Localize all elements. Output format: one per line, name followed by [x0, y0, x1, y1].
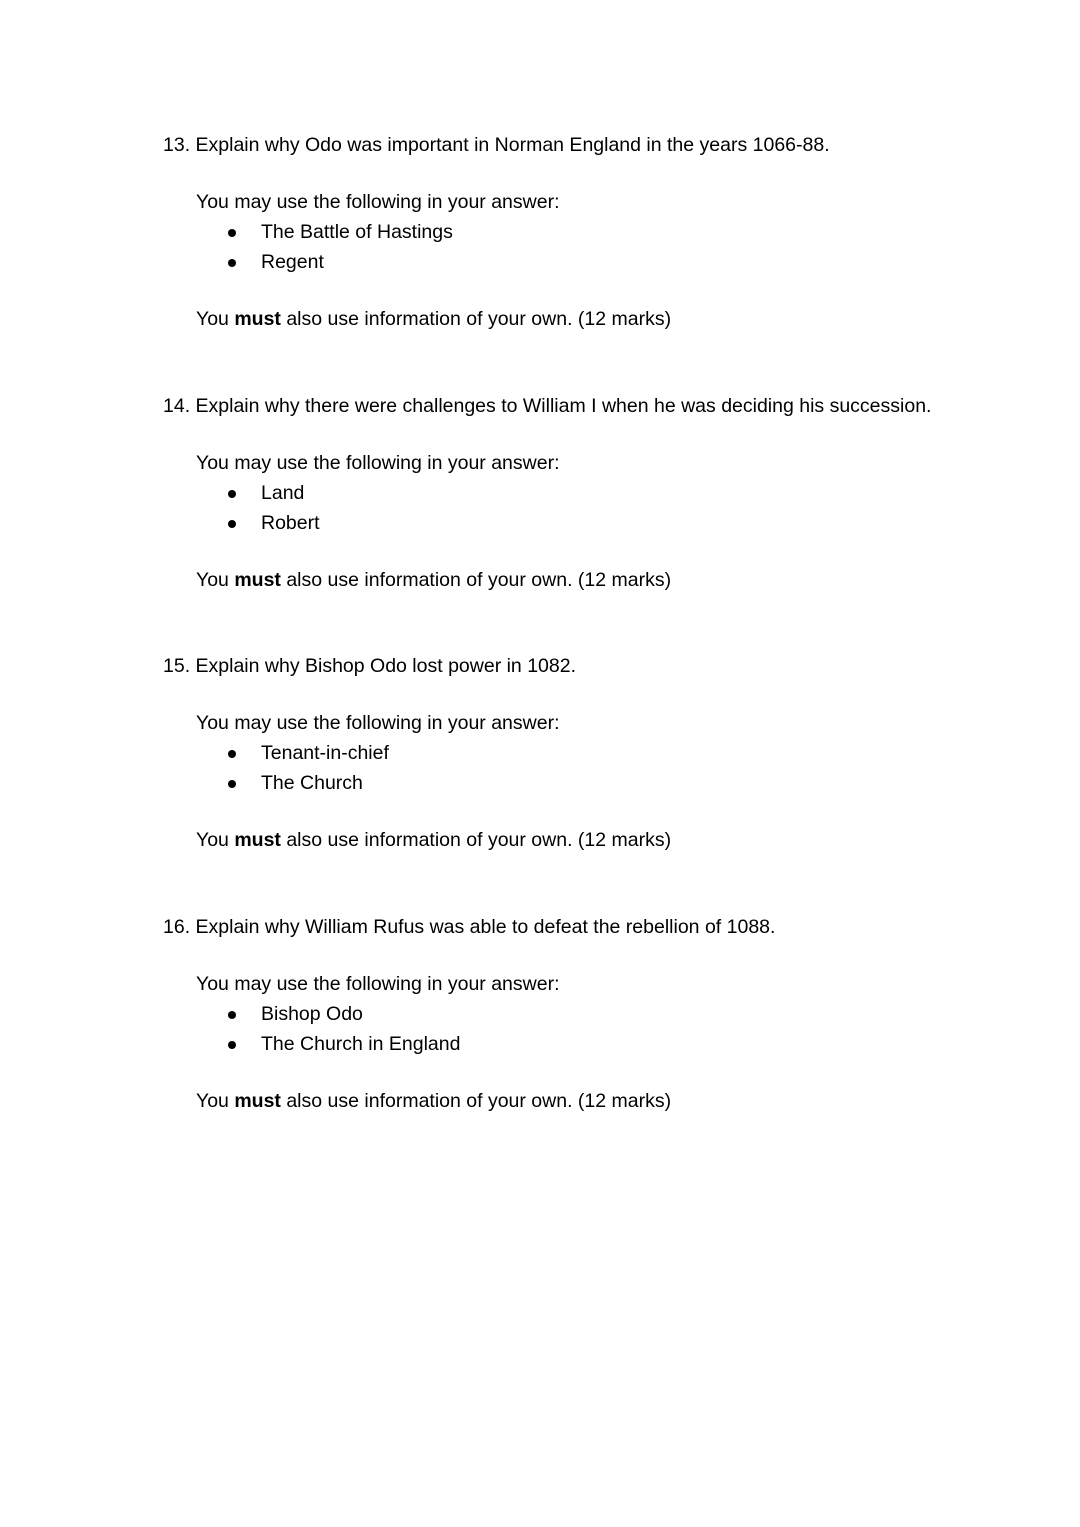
instruction	[196, 825, 1043, 855]
instruction-text: also use information of your own. (12 marks)	[280, 1090, 672, 1112]
bullet-text: Bishop Odo	[261, 1003, 363, 1025]
instruction-text: You	[196, 1090, 235, 1112]
question-title: 16. Explain why William Rufus was able to defeat the rebellion of 1088.	[163, 916, 776, 938]
bullet-icon	[228, 1041, 236, 1049]
bullet-icon	[228, 259, 236, 267]
question-14	[163, 391, 1043, 595]
question-intro: You may use the following in your answer:	[196, 452, 560, 474]
instruction-text: also use information of your own. (12 marks)	[280, 569, 672, 591]
instruction-text: You	[196, 308, 235, 330]
bullet-icon	[228, 229, 236, 237]
bullet-icon	[228, 1011, 236, 1019]
bullet-icon	[228, 520, 236, 528]
bullet-item	[261, 999, 1043, 1029]
bullet-item	[261, 478, 1043, 508]
bullet-item	[261, 508, 1043, 538]
bullet-icon	[228, 750, 236, 758]
bullet-text: Land	[261, 482, 305, 504]
bullet-text: Tenant-in-chief	[261, 742, 389, 764]
instruction-text: also use information of your own. (12 marks)	[280, 829, 672, 851]
instruction-text: You	[196, 569, 235, 591]
bullet-item	[261, 217, 1043, 247]
bullet-item	[261, 247, 1043, 277]
question-title: 15. Explain why Bishop Odo lost power in 1082.	[163, 655, 576, 677]
question-intro: You may use the following in your answer:	[196, 191, 560, 213]
question-title: 13. Explain why Odo was important in Norman England in the years 1066-88.	[163, 134, 830, 156]
instruction-text: also use information of your own. (12 marks)	[280, 308, 672, 330]
instruction-text: You	[196, 829, 235, 851]
instruction	[196, 565, 1043, 595]
bullet-text: The Church	[261, 772, 363, 794]
question-title: 14. Explain why there were challenges to William I when he was deciding his succession.	[163, 395, 932, 417]
question-intro: You may use the following in your answer:	[196, 712, 560, 734]
instruction-bold: must	[234, 1090, 281, 1112]
bullet-text: The Battle of Hastings	[261, 221, 453, 243]
bullet-list	[163, 478, 1043, 538]
bullet-text: The Church in England	[261, 1033, 461, 1055]
bullet-list	[163, 217, 1043, 277]
question-15	[163, 651, 1043, 855]
bullet-item	[261, 738, 1043, 768]
instruction-bold: must	[234, 569, 281, 591]
bullet-list	[163, 999, 1043, 1059]
question-16	[163, 912, 1043, 1116]
question-13	[163, 130, 1043, 334]
bullet-text: Robert	[261, 512, 320, 534]
bullet-icon	[228, 490, 236, 498]
instruction-bold: must	[234, 829, 281, 851]
instruction	[196, 304, 1043, 334]
instruction	[196, 1086, 1043, 1116]
bullet-list	[163, 738, 1043, 798]
instruction-bold: must	[234, 308, 281, 330]
bullet-icon	[228, 780, 236, 788]
bullet-item	[261, 1029, 1043, 1059]
bullet-text: Regent	[261, 251, 324, 273]
question-intro: You may use the following in your answer:	[196, 973, 560, 995]
bullet-item	[261, 768, 1043, 798]
